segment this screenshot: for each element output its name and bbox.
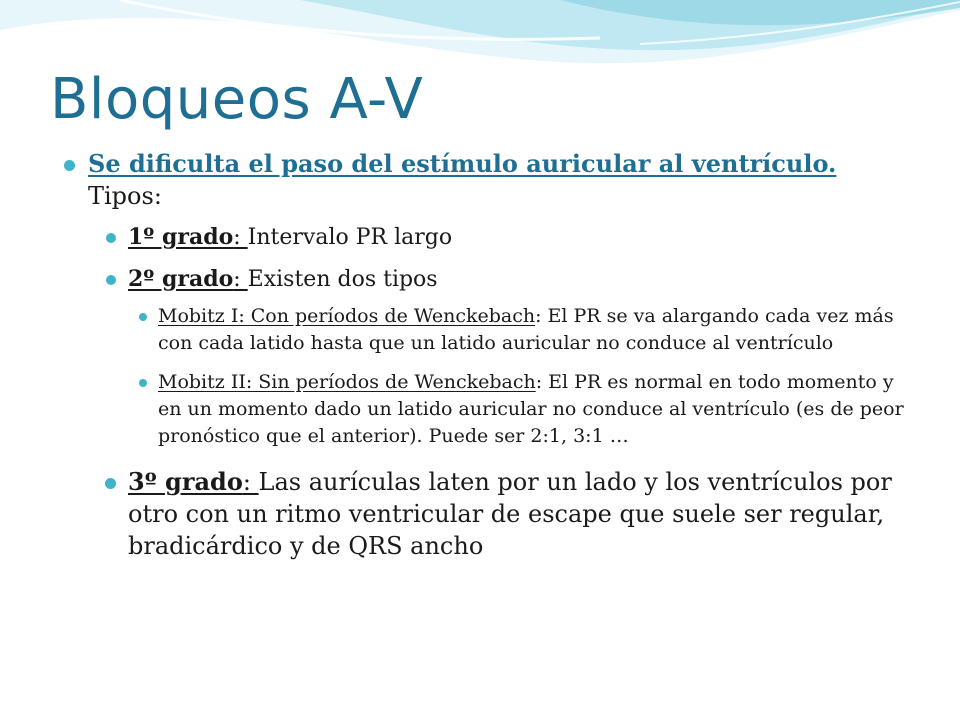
second-degree-bullet xyxy=(58,264,918,295)
first-degree-label: 1º grado xyxy=(128,224,234,250)
mobitz-2-bullet xyxy=(58,369,918,450)
intro-bullet xyxy=(58,148,918,212)
slide-content xyxy=(58,148,918,562)
bullet-dot-icon xyxy=(106,275,116,285)
intro-link[interactable]: Se dificulta el paso del estímulo auricular al ventrículo. xyxy=(88,149,837,178)
first-degree-sep: : xyxy=(233,225,248,250)
mobitz-1-label: Mobitz I: Con períodos de Wenckebach xyxy=(158,305,536,327)
bullet-dot-icon xyxy=(139,379,147,387)
third-degree-text: Las aurículas laten por un lado y los ventrículos por otro con un ritmo ventricular de escape que suele ser regular, bradicárdico y de QRS ancho xyxy=(128,468,892,560)
slide-title: Bloqueos A-V xyxy=(50,67,424,132)
mobitz-1-text: : El PR se va alargando cada vez más con cada latido hasta que un latido auricular no conduce al ventrículo xyxy=(158,305,894,354)
first-degree-bullet xyxy=(58,222,918,253)
third-degree-bullet xyxy=(58,466,918,562)
bullet-dot-icon xyxy=(139,313,147,321)
second-degree-text: Existen dos tipos xyxy=(247,267,438,292)
bullet-dot-icon xyxy=(64,160,75,171)
third-degree-sep: : xyxy=(242,468,259,496)
second-degree-label: 2º grado xyxy=(128,266,234,292)
third-degree-label: 3º grado xyxy=(128,467,243,496)
mobitz-2-label: Mobitz II: Sin períodos de Wenckebach xyxy=(158,371,536,393)
bullet-dot-icon xyxy=(105,478,116,489)
second-degree-sep: : xyxy=(233,267,248,292)
mobitz-1-bullet xyxy=(58,303,918,357)
intro-rest: Tipos: xyxy=(88,182,162,210)
mobitz-2-text: : El PR es normal en todo momento y en un momento dado un latido auricular no conduce al ventrículo (es de peor pronóstico que el anterior). Puede ser 2:1, 3:1 … xyxy=(158,371,904,447)
bullet-dot-icon xyxy=(106,233,116,243)
first-degree-text: Intervalo PR largo xyxy=(247,225,453,250)
